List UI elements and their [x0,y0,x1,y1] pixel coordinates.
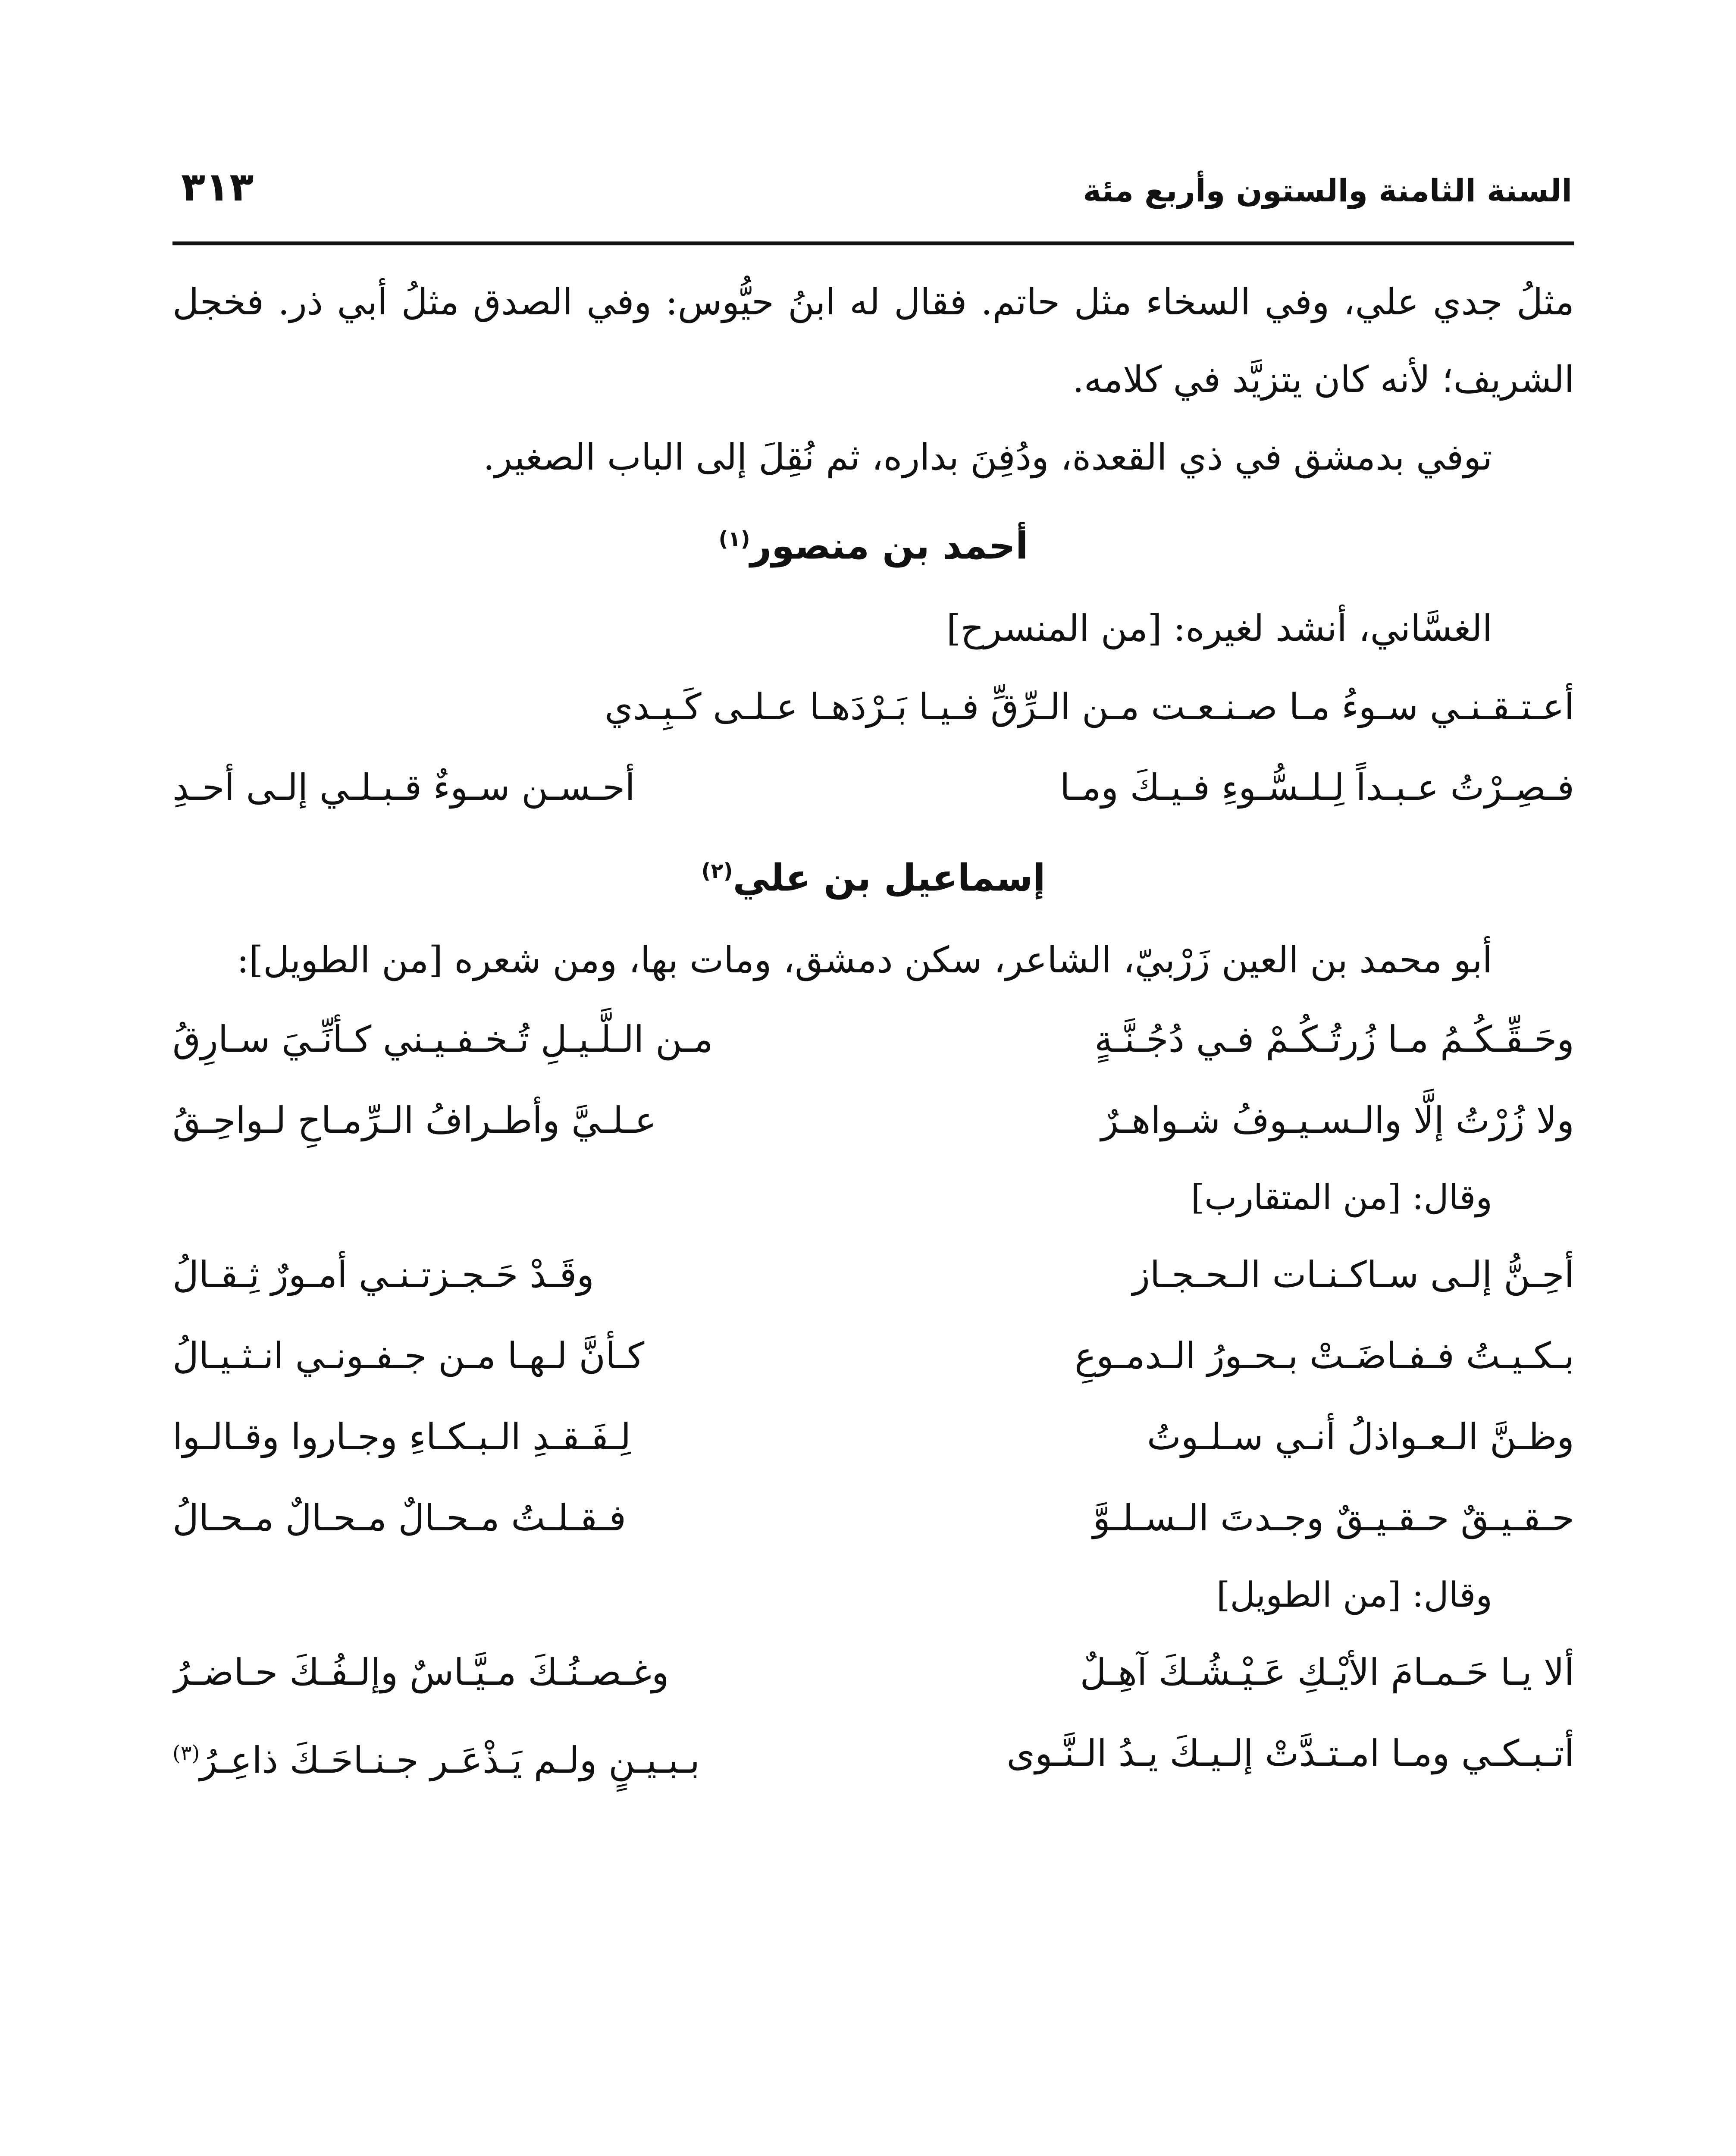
meter-label: وقال: [من المتقارب] [1191,1177,1492,1218]
verse-line [172,1396,1574,1477]
verse-line [172,747,1574,828]
verse-second-hemistich [172,1713,817,1794]
verse-line [172,1234,1574,1315]
verse-first-hemistich: أحِـنُّ إلـى سـاكـنـات الـحـجـاز [1132,1253,1574,1296]
poem-mutaqarib [172,1234,1574,1558]
verse-second-hemistich: عـلـيَّ وأطـرافُ الـرِّمـاحِ لـواحِـقُ [172,1099,657,1142]
verse-second-hemistich: لِـفَـقـدِ الـبـكـاءِ وجـاروا وقـالـوا [172,1416,631,1458]
verse-line [172,1713,1574,1794]
main-text [172,263,1574,1794]
footnote-marker: (١) [718,527,750,551]
footnote-marker: (٣) [172,1741,200,1766]
poem-tawil-2 [172,1632,1574,1794]
verse-first-hemistich: وظـنَّ الـعـواذلُ أنـي سـلـوتُ [1147,1416,1574,1458]
running-title: السنة الثامنة والستون وأربع مئة [1083,172,1572,209]
footnote-marker: (٢) [701,859,733,883]
intro-ismail: أبو محمد بن العين زَرْبيّ، الشاعر، سكن دمشق، ومات بها، ومن شعره [من الطويل]: [237,939,1492,981]
verse-first-hemistich: بـكـيـتُ فـفـاضَـتْ بـحـورُ الـدمـوعِ [1075,1335,1574,1377]
verse-first-hemistich: ألا يـا حَـمـامَ الأيْـكِ عَـيْـشُـكَ آهِـلٌ [1080,1651,1574,1694]
page-number: ٣١٣ [181,164,254,210]
verse-line [172,999,1574,1080]
hemistich-text: بـبـيـنٍ ولـم يَـذْعَـر جـنـاحَـكَ ذاعِـرُ [200,1739,700,1782]
verse-first-hemistich: فـصِـرْتُ عـبـداً لِـلـسُّـوءِ فـيـكَ ومـا [1060,766,1574,808]
verse-line [172,1080,1574,1161]
running-header [181,164,1572,220]
verse-line [172,1632,1574,1713]
verse-first-hemistich: أتـبـكـي ومـا امـتـدَّتْ إلـيـكَ يـدُ الـنَّـوى [1006,1732,1574,1775]
heading-text: أحمد بن منصور [750,524,1028,568]
intro-ahmad: الغسَّاني، أنشد لغيره: [من المنسرح] [946,607,1492,649]
header-divider [172,241,1574,245]
verse-first-hemistich: ولا زُرْتُ إلَّا والـسـيـوفُ شـواهـرٌ [1101,1099,1574,1142]
verse-line [172,1477,1574,1558]
verse-second-hemistich: أحـسـن سـوءٌ قـبـلـي إلـى أحـدِ [172,766,635,808]
paragraph-death-note: توفي بدمشق في ذي القعدة، ودُفِنَ بداره، ثم نُقِلَ إلى الباب الصغير. [483,436,1492,478]
verse-second-hemistich: فـقـلـتُ مـحـالٌ مـحـالٌ مـحـالُ [172,1497,627,1539]
section-heading-ismail [172,828,1574,921]
verse-line [172,1315,1574,1396]
paragraph-continuation: مثلُ جدي علي، وفي السخاء مثل حاتم. فقال له ابنُ حيُّوس: وفي الصدق مثلُ أبي ذر. فخجل الشريف؛ لأنه كان يتزيَّد في كلامه. [172,281,1574,401]
verse-first-hemistich: حـقـيـقٌ حـقـيـقٌ وجـدتَ الـسـلـوَّ [1093,1497,1574,1539]
section-heading-ahmad [172,496,1574,589]
verse-second-hemistich: مـن الـلَّـيـلِ تُـخـفـيـني كـأنِّـيَ سـارِقُ [172,1018,713,1061]
verse-second-hemistich: وقَـدْ حَـجـزتـنـي أمـورٌ ثِـقـالُ [172,1253,594,1296]
heading-text: إسماعيل بن علي [733,856,1046,900]
poem-tawil-1 [172,999,1574,1161]
verse-second-hemistich: كـأنَّ لـهـا مـن جـفـونـي انـثـيـالُ [172,1335,645,1377]
verse-second-hemistich: وغـصـنُـكَ مـيَّـاسٌ وإلـفُـكَ حـاضـرُ [172,1651,669,1694]
verse-line: أعـتـقـنـي سـوءُ مـا صـنـعـت مـن الـرِّقِّ فـيـا بَـرْدَهـا عـلـى كَـبِـدي [605,685,1574,728]
verse-first-hemistich: وحَـقِّـكُـمُ مـا زُرتُـكُـمْ فـي دُجُـنَّـةٍ [1094,1018,1574,1061]
meter-label: وقال: [من الطويل] [1216,1575,1492,1615]
